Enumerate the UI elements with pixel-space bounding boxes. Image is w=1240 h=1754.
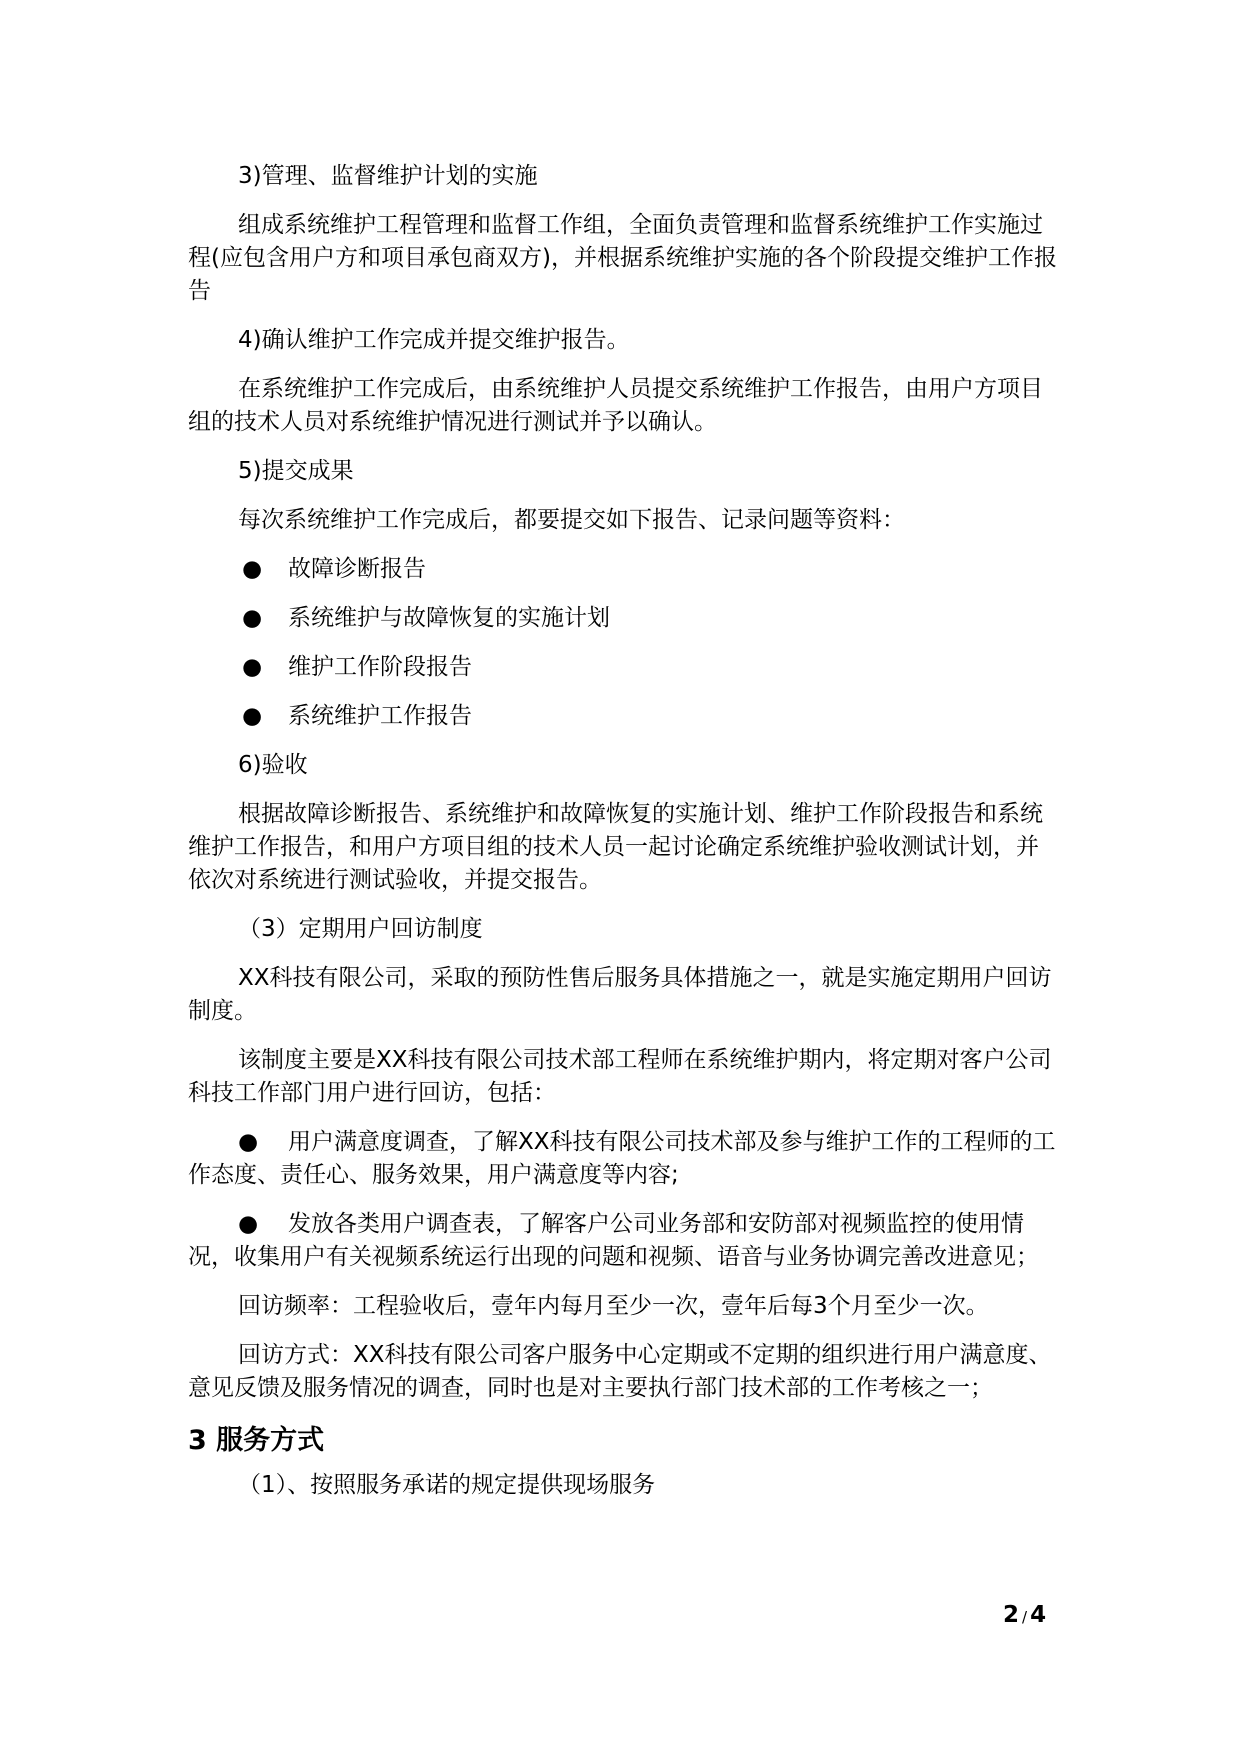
paragraph-service-1: （1）、按照服务承诺的规定提供现场服务 [238,1472,656,1498]
list-item-text: 维护工作阶段报告 [288,654,472,680]
paragraph-step-3: 3)管理、监督维护计划的实施 [238,163,538,189]
list-item [188,553,1060,586]
section-heading: 3 服务方式 [188,1425,325,1456]
subsection-title: （3）定期用户回访制度 [238,916,483,942]
bullet-icon: ● [242,703,263,729]
page-number [1003,1602,1046,1628]
paragraph-step-4: 4)确认维护工作完成并提交维护报告。 [238,327,630,353]
paragraph-step-3-body: 组成系统维护工程管理和监督工作组，全面负责管理和监督系统维护工作实施过程(应包含用户方和项目承包商双方)，并根据系统维护实施的各个阶段提交维护工作报告 [188,212,1057,304]
paragraph-step-6-body: 根据故障诊断报告、系统维护和故障恢复的实施计划、维护工作阶段报告和系统维护工作报告，和用户方项目组的技术人员一起讨论确定系统维护验收测试计划，并依次对系统进行测试验收，并提交报告。 [188,801,1043,893]
list-item-text: 系统维护工作报告 [288,703,472,729]
total-pages: 4 [1030,1602,1047,1628]
list-item-text: 故障诊断报告 [288,556,426,582]
bullet-icon: ● [242,654,263,680]
list-item [188,602,1060,635]
bullet-icon: ● [242,556,263,582]
paragraph-step-5-body: 每次系统维护工作完成后，都要提交如下报告、记录问题等资料： [238,507,905,533]
paragraph-visit-scope: 该制度主要是XX科技有限公司技术部工程师在系统维护期内，将定期对客户公司科技工作部门用户进行回访，包括： [188,1047,1052,1106]
list-item-text: 发放各类用户调查表，了解客户公司业务部和安防部对视频监控的使用情况，收集用户有关视频系统运行出现的问题和视频、语音与业务协调完善改进意见； [188,1211,1039,1270]
list-item [188,651,1060,684]
list-item [188,1126,1060,1192]
paragraph-visit-intro: XX科技有限公司，采取的预防性售后服务具体措施之一，就是实施定期用户回访制度。 [188,965,1052,1024]
paragraph-step-6: 6)验收 [238,752,308,778]
document-page [188,160,1060,1518]
list-item [188,700,1060,733]
paragraph-step-5: 5)提交成果 [238,458,354,484]
page-separator: / [1022,1608,1028,1626]
list-item-text: 系统维护与故障恢复的实施计划 [288,605,610,631]
bullet-icon: ● [238,1211,259,1237]
bullet-icon: ● [242,605,263,631]
current-page: 2 [1003,1602,1020,1628]
bullet-icon: ● [238,1129,259,1155]
paragraph-visit-method: 回访方式：XX科技有限公司客户服务中心定期或不定期的组织进行用户满意度、意见反馈及服务情况的调查，同时也是对主要执行部门技术部的工作考核之一； [188,1342,1052,1401]
list-item-text: 用户满意度调查，了解XX科技有限公司技术部及参与维护工作的工程师的工作态度、责任心、服务效果，用户满意度等内容; [188,1129,1056,1188]
paragraph-visit-frequency: 回访频率：工程验收后，壹年内每月至少一次，壹年后每3个月至少一次。 [238,1293,989,1319]
list-item [188,1208,1060,1274]
paragraph-step-4-body: 在系统维护工作完成后，由系统维护人员提交系统维护工作报告，由用户方项目组的技术人员对系统维护情况进行测试并予以确认。 [188,376,1043,435]
